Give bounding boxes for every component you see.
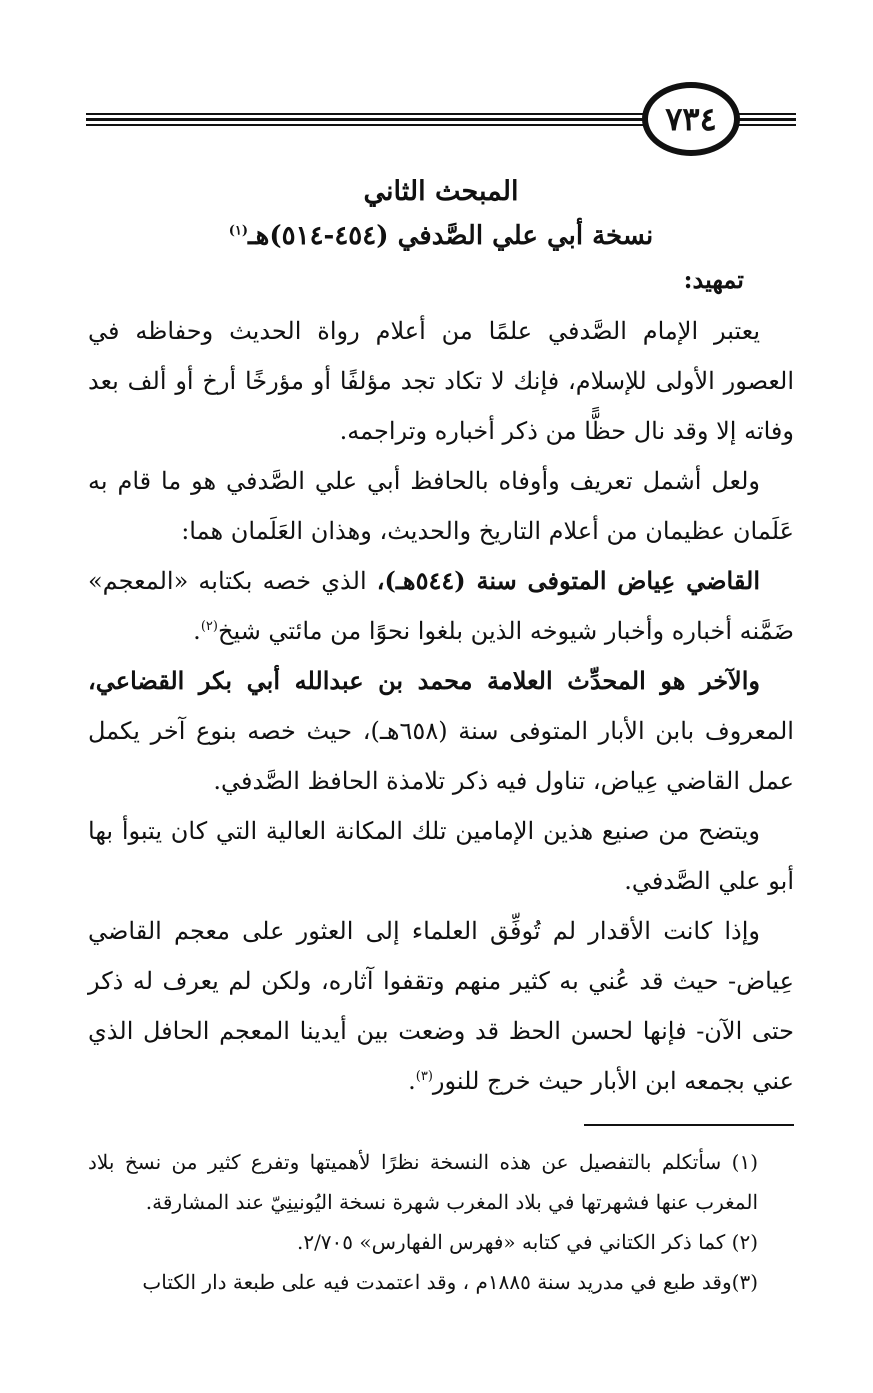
header-rule-right-middle [738,118,796,121]
paragraph-3-end: . [193,617,201,645]
footnote-2: (٢) كما ذكر الكتاني في كتابه «فهرس الفهارس» ٢/٧٠٥. [296,1230,758,1254]
header-rule-left-bottom [86,124,644,126]
paragraph-5: ويتضح من صنيع هذين الإمامين تلك المكانة العالية التي كان يتبوأ بها أبو علي الصَّدفي. [88,817,794,895]
chapter-subtitle [88,214,794,258]
paragraph-3 [88,556,794,656]
chapter-title: المبحث الثاني [363,176,519,207]
paragraph-4 [88,656,794,806]
page-header [0,0,873,160]
page-number: ٧٣٤ [665,100,717,138]
footnote-1: (١) سأتكلم بالتفصيل عن هذه النسخة نظرًا لأهميتها وتفرع كثير من نسخ بلاد المغرب عنها فشهرتها في بلاد المغرب شهرة نسخة اليُونينِيّ عند المشارقة. [88,1150,758,1214]
footnote-ref-2[interactable]: (٢) [200,619,218,634]
footnote-ref-3[interactable]: (٣) [415,1069,433,1084]
paragraph-6-text: وإذا كانت الأقدار لم تُوفِّق العلماء إلى العثور على معجم القاضي عِياض- حيث قد عُني به كثير منهم وتقفوا آثاره، ولكن لم يعرف له ذكر حتى الآن- فإنها لحسن الحظ قد وضعت بين أيدينا المعجم الحافل الذي عني بجمعه ابن الأبار حيث خرج للنور [88,917,794,1095]
paragraph-4-bold: والآخر هو المحدِّث العلامة محمد بن عبدالله أبي بكر القضاعي، [88,666,760,695]
paragraph-1: يعتبر الإمام الصَّدفي علمًا من أعلام رواة الحديث وحفاظه في العصور الأولى للإسلام، فإنك لا تكاد تجد مؤلفًا أو مؤرخًا أرخ أو ألف بعد وفاته إلا وقد نال حظًّا من ذكر أخباره وتراجمه. [88,317,794,445]
paragraph-6-end: . [408,1067,416,1095]
page-number-badge [642,82,740,156]
paragraph-4-text: المعروف بابن الأبار المتوفى سنة (٦٥٨هـ)، حيث خصه بنوع آخر يكمل عمل القاضي عِياض، تناول فيه ذكر تلامذة الحافظ الصَّدفي. [88,717,794,795]
paragraph-6 [88,906,794,1106]
header-rule-left-middle [86,118,644,121]
intro-label: تمهيد: [683,265,744,294]
header-rule-right-bottom [738,124,796,126]
footnote-ref-1[interactable]: (١) [228,223,248,239]
paragraph-3-text: الذي خصه بكتابه «المعجم» ضَمَّنه أخباره وأخبار شيوخه الذين بلغوا نحوًا من مائتي شيخ [88,567,794,645]
footnote-3: (٣)وقد طبع في مدريد سنة ١٨٨٥م ، وقد اعتمدت فيه على طبعة دار الكتاب [142,1270,758,1294]
paragraph-3-bold: القاضي عِياض المتوفى سنة (٥٤٤هـ)، [376,566,760,595]
header-rule-left-top [86,113,644,115]
footnote-separator [584,1124,794,1126]
paragraph-2: ولعل أشمل تعريف وأوفاه بالحافظ أبي علي الصَّدفي هو ما قام به عَلَمان عظيمان من أعلام التاريخ والحديث، وهذان العَلَمان هما: [88,467,794,545]
header-rule-right-top [738,113,796,115]
chapter-subtitle-text: نسخة أبي علي الصَّدفي (٤٥٤-٥١٤)هـ [248,221,654,251]
page-content [88,160,794,1380]
